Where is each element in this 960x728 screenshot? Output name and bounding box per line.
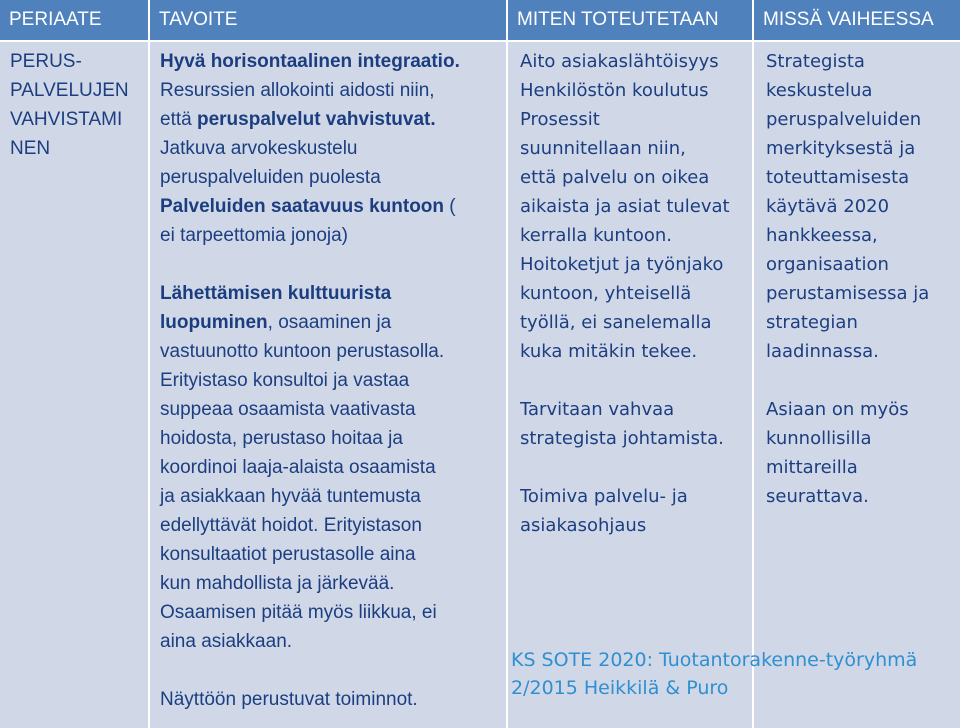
periaate-line: VAHVISTAMI bbox=[10, 109, 123, 130]
cell-missa-vaiheessa bbox=[754, 42, 960, 728]
tavoite-line: kun mahdollista ja järkevää. bbox=[160, 573, 395, 594]
tavoite-line bbox=[160, 308, 502, 337]
miten-line: Henkilöstön koulutus bbox=[520, 80, 709, 101]
missa-line: seurattava. bbox=[766, 486, 869, 507]
tavoite-line: ja asiakkaan hyvää tuntemusta bbox=[160, 486, 421, 507]
periaate-line: NEN bbox=[10, 138, 51, 159]
missa-line: kunnollisilla bbox=[766, 428, 872, 449]
missa-line: peruspalveluiden bbox=[766, 109, 922, 130]
paragraph-gap bbox=[520, 366, 748, 395]
header-miten-toteutetaan: MITEN TOTEUTETAAN bbox=[508, 0, 752, 40]
missa-line: käytävä 2020 bbox=[766, 196, 890, 217]
tavoite-line: Osaamisen pitää myös liikkua, ei bbox=[160, 602, 437, 623]
periaate-line: PERUS- bbox=[10, 51, 82, 72]
missa-line: merkityksestä ja bbox=[766, 138, 916, 159]
header-tavoite: TAVOITE bbox=[150, 0, 506, 40]
missa-line: perustamisessa ja bbox=[766, 283, 930, 304]
credit-line: KS SOTE 2020: Tuotantorakenne-työryhmä bbox=[511, 649, 918, 671]
miten-line: että palvelu on oikea bbox=[520, 167, 710, 188]
tavoite-line: Hyvä horisontaalinen integraatio. bbox=[160, 51, 460, 72]
cell-miten-toteutetaan bbox=[508, 42, 752, 728]
tavoite-line: aina asiakkaan. bbox=[160, 631, 293, 652]
tavoite-line: vastuunotto kuntoon perustasolla. bbox=[160, 341, 445, 362]
miten-line: Aito asiakaslähtöisyys bbox=[520, 51, 719, 72]
cell-tavoite bbox=[150, 42, 506, 728]
miten-line: strategista johtamista. bbox=[520, 428, 724, 449]
cell-periaate bbox=[0, 42, 148, 728]
tavoite-line bbox=[160, 105, 502, 134]
missa-line: hankkeessa, bbox=[766, 225, 878, 246]
missa-line: strategian bbox=[766, 312, 858, 333]
miten-line: kuka mitäkin tekee. bbox=[520, 341, 698, 362]
miten-line: kuntoon, yhteisellä bbox=[520, 283, 692, 304]
paragraph-gap bbox=[160, 250, 502, 279]
source-credit bbox=[511, 646, 917, 702]
missa-line: mittareilla bbox=[766, 457, 858, 478]
miten-line: kerralla kuntoon. bbox=[520, 225, 673, 246]
missa-line: laadinnassa. bbox=[766, 341, 879, 362]
missa-line: Asiaan on myös bbox=[766, 399, 909, 420]
tavoite-line: suppeaa osaamista vaativasta bbox=[160, 399, 416, 420]
miten-line: suunnitellaan niin, bbox=[520, 138, 686, 159]
tavoite-text: että bbox=[160, 109, 197, 130]
paragraph-gap bbox=[520, 453, 748, 482]
tavoite-line: Lähettämisen kulttuurista bbox=[160, 283, 392, 304]
tavoite-bold-text: luopuminen bbox=[160, 312, 268, 333]
header-periaate: PERIAATE bbox=[0, 0, 148, 40]
tavoite-line: Jatkuva arvokeskustelu bbox=[160, 138, 358, 159]
miten-line: Prosessit bbox=[520, 109, 600, 130]
miten-line: asiakasohjaus bbox=[520, 515, 647, 536]
header-missa-vaiheessa: MISSÄ VAIHEESSA bbox=[754, 0, 960, 40]
tavoite-bold-text: peruspalvelut vahvistuvat. bbox=[196, 109, 436, 130]
tavoite-line: hoidosta, perustaso hoitaa ja bbox=[160, 428, 403, 449]
missa-line: keskustelua bbox=[766, 80, 873, 101]
tavoite-text: , osaaminen ja bbox=[267, 312, 392, 333]
tavoite-line: edellyttävät hoidot. Erityistason bbox=[160, 515, 422, 536]
tavoite-line: Erityistaso konsultoi ja vastaa bbox=[160, 370, 410, 391]
tavoite-text: ( bbox=[444, 196, 456, 217]
paragraph-gap bbox=[160, 656, 502, 685]
tavoite-line: Näyttöön perustuvat toiminnot. bbox=[160, 689, 418, 710]
missa-line: Strategista bbox=[766, 51, 865, 72]
tavoite-line: Resurssien allokointi aidosti niin, bbox=[160, 80, 435, 101]
tavoite-line: peruspalveluiden puolesta bbox=[160, 167, 381, 188]
tavoite-line: ei tarpeettomia jonoja) bbox=[160, 225, 348, 246]
miten-line: Hoitoketjut ja työnjako bbox=[520, 254, 724, 275]
miten-line: aikaista ja asiat tulevat bbox=[520, 196, 730, 217]
miten-line: Tarvitaan vahvaa bbox=[520, 399, 675, 420]
missa-line: toteuttamisesta bbox=[766, 167, 910, 188]
paragraph-gap bbox=[766, 366, 960, 395]
missa-line: organisaation bbox=[766, 254, 889, 275]
tavoite-line bbox=[160, 192, 502, 221]
periaate-line: PALVELUJEN bbox=[10, 80, 129, 101]
tavoite-bold-text: Palveluiden saatavuus kuntoon bbox=[160, 196, 445, 217]
credit-line: 2/2015 Heikkilä & Puro bbox=[511, 677, 729, 699]
tavoite-line: koordinoi laaja-alaista osaamista bbox=[160, 457, 436, 478]
miten-line: työllä, ei sanelemalla bbox=[520, 312, 712, 333]
miten-line: Toimiva palvelu- ja bbox=[520, 486, 688, 507]
tavoite-line: konsultaatiot perustasolle aina bbox=[160, 544, 416, 565]
